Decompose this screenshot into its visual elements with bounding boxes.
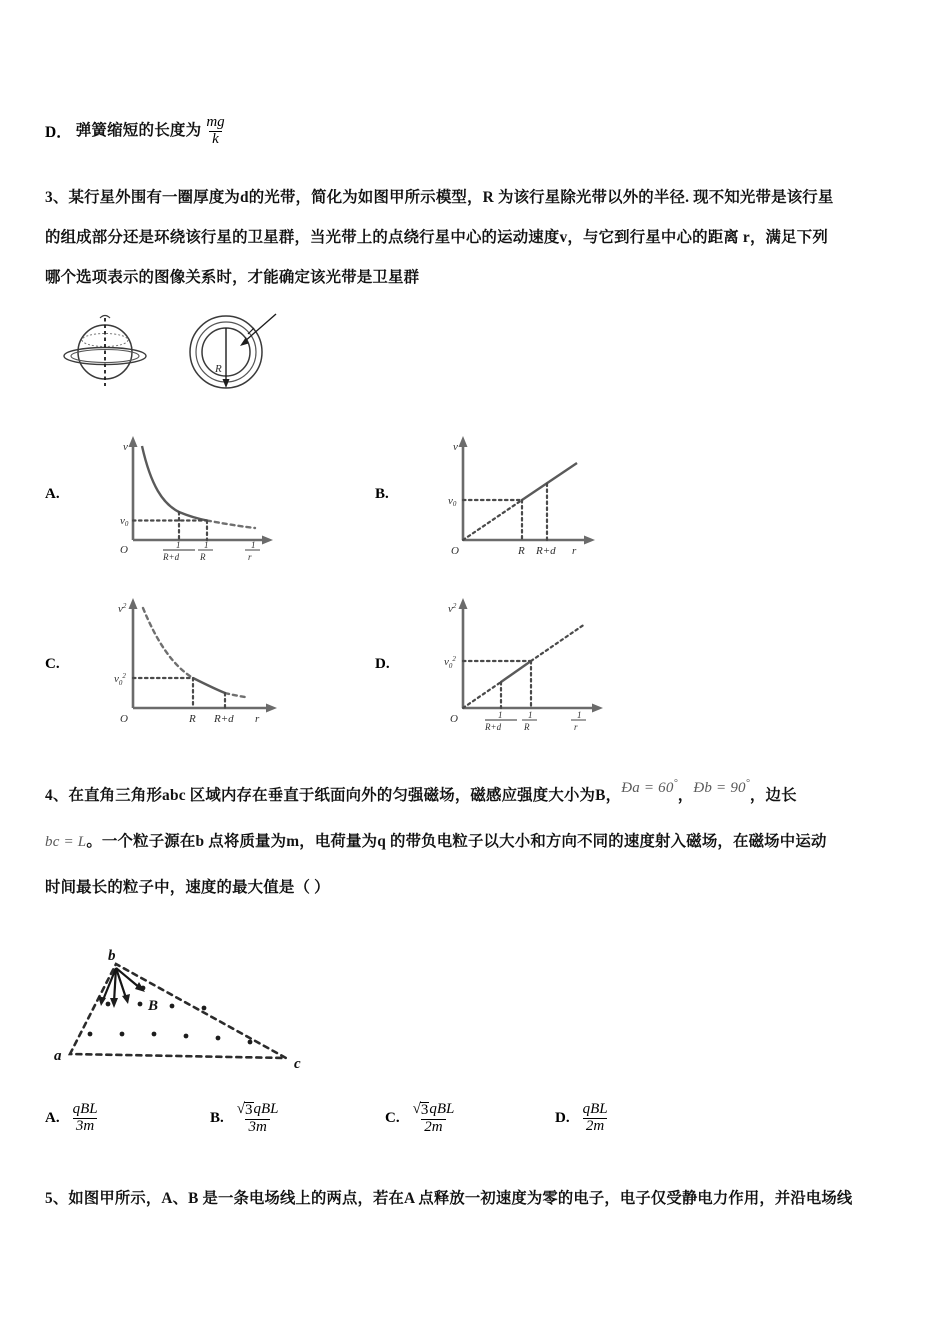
- curve-tail-dashed-c: [225, 693, 245, 697]
- q4-line-1: [45, 772, 915, 816]
- svg-text:1: 1: [204, 540, 209, 550]
- planet-3d-view: [64, 316, 146, 387]
- vertex-label-c: c: [294, 1056, 301, 1072]
- planet-top-view: [190, 314, 276, 388]
- svg-text:1: 1: [528, 710, 533, 720]
- option-d-carryover: [45, 112, 230, 150]
- answer-b-numerator: [234, 1102, 282, 1119]
- chart-a-xtick-1-over-Rd: [162, 540, 195, 562]
- curve-solid-a: [142, 446, 207, 521]
- answer-d-numerator: qBL: [582, 1101, 608, 1117]
- question-5: [45, 1182, 920, 1216]
- q4-comma-1: ，: [677, 787, 694, 804]
- field-label-B: B: [148, 998, 159, 1014]
- q3-number: 3、: [45, 189, 69, 206]
- chart-c-ytick-v0sq: $v_0^2$: [114, 672, 126, 687]
- line-dashed-b: [463, 500, 522, 540]
- chart-c-origin: O: [120, 713, 128, 725]
- chart-d-xtick-1-over-R: [522, 710, 537, 732]
- chart-a-letter: A.: [45, 486, 60, 502]
- q5-line1-text: 如图甲所示，A、B 是一条电场线上的两点，若在A 点释放一初速度为零的电子，电子仅受静电力作用，并沿电场线: [68, 1190, 853, 1207]
- y-axis-arrow: [129, 436, 138, 447]
- radius-arrowhead: [223, 379, 230, 388]
- x-axis-arrow: [592, 704, 603, 713]
- answer-a-letter: A.: [45, 1109, 60, 1126]
- question-4: [45, 772, 915, 908]
- y-axis-arrow: [129, 598, 138, 609]
- chart-c-ylabel: $v^2$: [118, 602, 127, 615]
- fraction-numerator: mg: [206, 113, 225, 130]
- chart-option-d: [375, 590, 685, 730]
- answer-a-fraction: [70, 1102, 101, 1135]
- answer-a-numerator: qBL: [72, 1101, 98, 1117]
- fraction-denominator: k: [209, 131, 222, 148]
- svg-text:1: 1: [498, 710, 503, 720]
- answer-a-denominator: 3m: [73, 1118, 97, 1135]
- angle-a-expression: Ða = 60°: [621, 778, 678, 796]
- x-axis-arrow: [266, 704, 277, 713]
- q3-line-1: [45, 178, 910, 218]
- triangle-magnetic-field-figure: [48, 942, 348, 1072]
- q3-line1-text: 某行星外围有一圈厚度为d的光带，简化为如图甲所示模型，R 为该行星除光带以外的半径. 现不知光带是该行星: [68, 189, 834, 206]
- vertex-label-b: b: [108, 948, 116, 964]
- svg-text:1: 1: [176, 540, 181, 550]
- curve-dashed-a: [207, 521, 255, 529]
- option-d-letter: D．: [45, 124, 72, 141]
- q4-line1-part1: 在直角三角形abc 区域内存在垂直于纸面向外的匀强磁场，磁感应强度大小为B，: [68, 787, 622, 804]
- q5-number: 5、: [45, 1190, 69, 1207]
- chart-c-xtick-R: R: [189, 713, 196, 725]
- answer-c-denominator: 2m: [421, 1119, 445, 1136]
- answer-option-d[interactable]: [555, 1102, 613, 1135]
- curve-solid-c: [193, 678, 225, 693]
- svg-text:R: R: [524, 722, 530, 732]
- svg-text:R+d: R+d: [163, 552, 180, 562]
- chart-b-ytick-v0: v0: [448, 495, 457, 508]
- chart-d-ytick-v0sq: $v_0^2$: [444, 655, 456, 670]
- answer-b-numerator-text: qBL: [253, 1101, 279, 1117]
- chart-d-origin: O: [450, 713, 458, 725]
- chart-option-c: [45, 590, 355, 730]
- chart-c-xlabel: r: [255, 713, 260, 725]
- answer-d-letter: D.: [555, 1109, 570, 1126]
- chart-a-ytick-v0: v0: [120, 515, 129, 528]
- svg-text:R: R: [200, 552, 206, 562]
- chart-d-ylabel: $v^2$: [448, 602, 457, 615]
- answer-c-numerator-text: qBL: [429, 1101, 455, 1117]
- curve-dashed-c: [143, 608, 193, 678]
- answer-option-c[interactable]: [385, 1102, 459, 1136]
- chart-c-xtick-Rd: R+d: [214, 713, 234, 725]
- answer-option-b[interactable]: [210, 1102, 284, 1136]
- angle-b-expression: Ðb = 90°: [693, 778, 750, 796]
- svg-text:r: r: [574, 722, 578, 732]
- q4-line1-part2: ，边长: [749, 787, 797, 804]
- q3-line-2: 的组成部分还是环绕该行星的卫星群，当光带上的点绕行星中心的运动速度v，与它到行星中心的距离 r，满足下列: [45, 229, 828, 246]
- svg-text:1: 1: [251, 540, 256, 550]
- chart-a-xtick-1-over-R: [198, 540, 213, 562]
- svg-text:R+d: R+d: [485, 722, 502, 732]
- y-axis-arrow: [459, 598, 468, 609]
- chart-d-letter: D.: [375, 656, 390, 672]
- q4-line-2: [45, 816, 915, 868]
- chart-option-b: [375, 428, 675, 558]
- chart-option-a: [45, 428, 345, 562]
- q4-line-3: 时间最长的粒子中，速度的最大值是（ ）: [45, 879, 330, 896]
- line-dashed-upper-d: [531, 624, 585, 661]
- q4-line2-text: 。一个粒子源在b 点将质量为m，电荷量为q 的带负电粒子以大小和方向不同的速度射入磁场，在磁场中运动: [86, 833, 827, 850]
- chart-b-ylabel: v: [453, 441, 458, 453]
- sqrt-icon: √ 3: [236, 1101, 253, 1118]
- triangle-abc: [70, 964, 286, 1058]
- line-solid-b: [522, 463, 577, 500]
- sqrt-icon: √ 3: [412, 1101, 429, 1118]
- answer-c-fraction: [410, 1102, 458, 1136]
- answer-b-denominator: 3m: [245, 1119, 269, 1136]
- svg-text:1: 1: [577, 710, 582, 720]
- line-solid-d: [501, 661, 531, 682]
- chart-b-origin: O: [451, 545, 459, 557]
- answer-c-sqrt-value: 3: [420, 1102, 429, 1118]
- option-d-fraction: [203, 115, 227, 148]
- y-axis-arrow: [459, 436, 468, 447]
- chart-b-xlabel: r: [572, 545, 577, 557]
- chart-c-letter: C.: [45, 656, 60, 672]
- vertex-label-a: a: [54, 1048, 62, 1064]
- chart-d-xtick-1-over-Rd: [484, 710, 517, 732]
- answer-c-numerator: [410, 1102, 458, 1119]
- answer-b-sqrt-value: 3: [245, 1102, 253, 1118]
- side-bc-expression: bc = L: [45, 834, 87, 850]
- answer-d-fraction: [580, 1102, 611, 1135]
- planet-ring-figure: [48, 300, 308, 400]
- radius-label-R: R: [215, 363, 222, 375]
- chart-d-xlabel: [571, 710, 586, 732]
- answer-option-a[interactable]: [45, 1102, 103, 1135]
- answer-d-denominator: 2m: [583, 1118, 607, 1135]
- chart-a-xlabel: [245, 540, 260, 562]
- svg-text:r: r: [248, 552, 252, 562]
- question-3: [45, 178, 910, 298]
- angle-b-degree: °: [745, 778, 750, 789]
- q4-number: 4、: [45, 787, 69, 804]
- question-4-answer-options: [45, 1096, 745, 1150]
- q5-line-1: [45, 1182, 920, 1216]
- chart-b-xtick-R: R: [518, 545, 525, 557]
- chart-a-ylabel: v: [123, 441, 128, 453]
- option-d-text: 弹簧缩短的长度为: [75, 122, 202, 139]
- q3-line-3: 哪个选项表示的图像关系时，才能确定该光带是卫星群: [45, 269, 420, 286]
- answer-b-letter: B.: [210, 1110, 224, 1127]
- angle-a-degree: °: [673, 778, 678, 789]
- answer-b-fraction: [234, 1102, 282, 1136]
- x-axis-arrow: [262, 536, 273, 545]
- answer-c-letter: C.: [385, 1110, 400, 1127]
- chart-b-xtick-Rd: R+d: [536, 545, 556, 557]
- x-axis-arrow: [584, 536, 595, 545]
- chart-a-origin: O: [120, 544, 128, 556]
- chart-b-letter: B.: [375, 486, 389, 502]
- line-dashed-lower-d: [463, 682, 501, 708]
